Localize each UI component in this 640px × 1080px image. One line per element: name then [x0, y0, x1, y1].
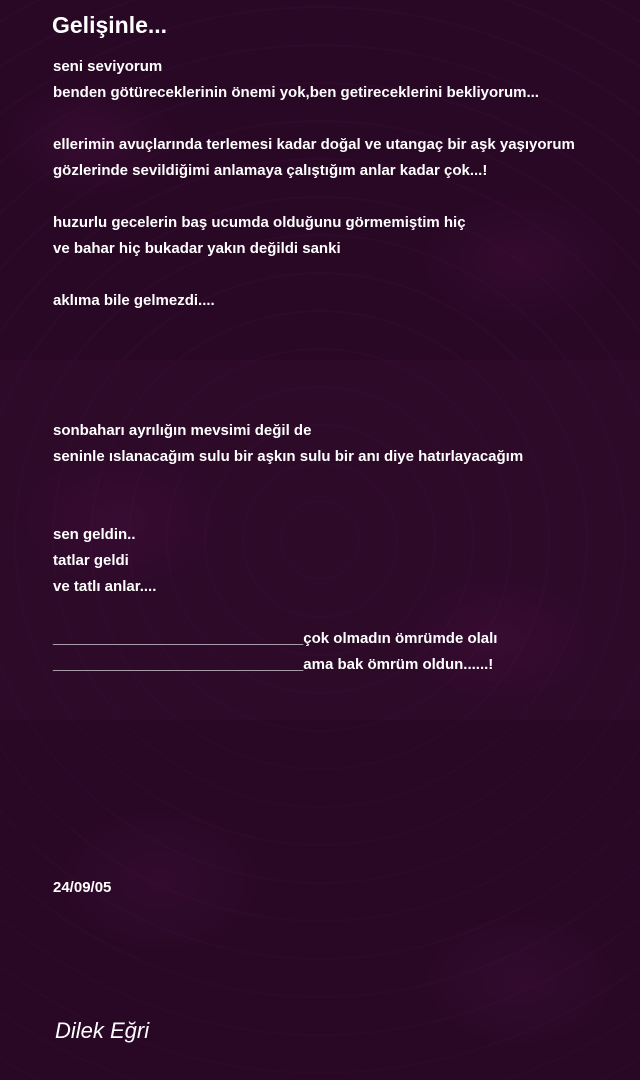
poem-line: ellerimin avuçlarında terlemesi kadar doğal ve utangaç bir aşk yaşıyorum: [53, 136, 575, 153]
poem-line: tatlar geldi: [53, 552, 129, 569]
poem-line: ve bahar hiç bukadar yakın değildi sanki: [53, 240, 341, 257]
poem-line: ve tatlı anlar....: [53, 578, 157, 595]
poem-line: sonbaharı ayrılığın mevsimi değil de: [53, 422, 312, 439]
stanza-break: [53, 184, 633, 210]
poem-line: seni seviyorum: [53, 58, 163, 75]
poem-line: benden götüreceklerinin önemi yok,ben getireceklerini bekliyorum...: [53, 84, 539, 101]
poem-line: sen geldin..: [53, 526, 136, 543]
poem-body: [53, 54, 633, 678]
poem-line: aklıma bile gelmezdi....: [53, 292, 215, 309]
stanza-break: [53, 340, 633, 366]
poem-line: seninle ıslanacağım sulu bir aşkın sulu bir anı diye hatırlayacağım: [53, 448, 524, 465]
poem-line: huzurlu gecelerin baş ucumda olduğunu görmemiştim hiç: [53, 214, 466, 231]
author-signature: Dilek Eğri: [55, 1018, 150, 1043]
stanza-break: [53, 600, 633, 626]
stanza-break: [53, 262, 633, 288]
stanza-break: [53, 470, 633, 496]
stanza-break: [53, 496, 633, 522]
poem-line: gözlerinde sevildiğimi anlamaya çalıştığım anlar kadar çok...!: [53, 162, 488, 179]
poem-line: ______________________________ama bak ömrüm oldun......!: [53, 656, 494, 673]
stanza-break: [53, 366, 633, 392]
poem-line: ______________________________çok olmadın ömrümde olalı: [53, 630, 498, 647]
stanza-break: [53, 392, 633, 418]
stanza-break: [53, 106, 633, 132]
stanza-break: [53, 314, 633, 340]
poem-title: Gelişinle...: [52, 12, 168, 38]
poem-date: 24/09/05: [53, 879, 112, 896]
